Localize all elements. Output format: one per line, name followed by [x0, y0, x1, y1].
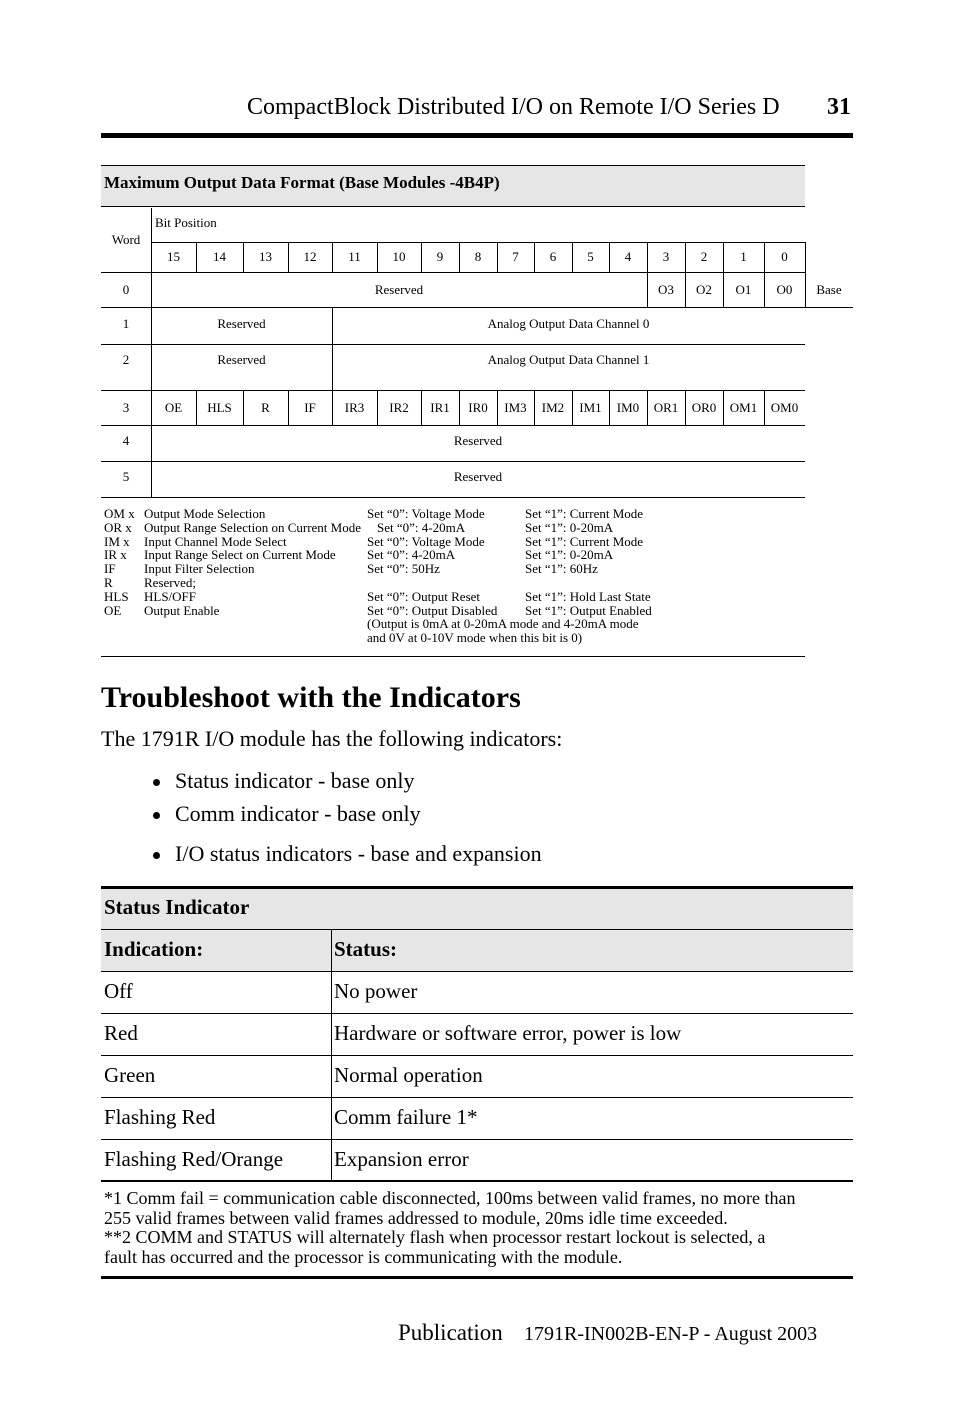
legend-set1: Set “1”: 0-20mA	[525, 547, 614, 563]
rule	[101, 1055, 853, 1056]
rule	[101, 1180, 853, 1182]
bit-cell: IR2	[389, 400, 409, 415]
legend-set1: Set “1”: Current Mode	[525, 506, 644, 521]
legend-code: IR x	[104, 547, 127, 563]
reserved-cell: Reserved	[374, 282, 424, 297]
rule	[101, 272, 805, 273]
bit-cell: O3	[658, 282, 674, 297]
rule	[101, 425, 805, 426]
footnote-line: 255 valid frames between valid frames addressed to module, 20ms idle time exceeded.	[104, 1207, 728, 1228]
legend-description: Output Enable	[144, 602, 220, 618]
word-number: 0	[122, 282, 130, 297]
bit-cell: OM0	[770, 400, 799, 415]
bullet-icon	[153, 852, 160, 859]
bit-cell: OR1	[653, 400, 679, 415]
rule	[805, 242, 806, 272]
bit-number: 9	[436, 249, 444, 264]
legend-description: Reserved;	[144, 574, 196, 590]
word-number: 3	[122, 400, 130, 415]
status-table-footnotes	[104, 1189, 854, 1267]
status-cell: No power	[334, 979, 418, 1003]
bit-number: 11	[348, 249, 361, 264]
bit-number: 12	[303, 249, 317, 264]
legend-set1: Set “1”: 60Hz	[525, 561, 598, 577]
legend-set1: Set “1”: Output Enabled	[525, 602, 652, 618]
bullet-text: Status indicator - base only	[175, 768, 415, 793]
bit-cell: IM3	[504, 400, 527, 415]
bit-cell: O2	[696, 282, 712, 297]
rule	[101, 307, 853, 308]
rule	[101, 344, 805, 345]
bit-cell: IF	[304, 400, 316, 415]
bit-number: 5	[587, 249, 594, 264]
bit-cell: OE	[164, 400, 183, 415]
legend-set0: Set “0”: Voltage Mode	[367, 506, 485, 521]
running-header-title: CompactBlock Distributed I/O on Remote I/O Series D	[247, 94, 780, 120]
footer-label: Publication	[398, 1320, 503, 1345]
bit-number: 3	[662, 249, 670, 264]
publication-number: 1791R-IN002B-EN-P - August 2003	[524, 1323, 818, 1345]
bit-number: 2	[700, 249, 708, 264]
format-table-title: Maximum Output Data Format (Base Modules -4B4P)	[104, 173, 500, 192]
status-table-title: Status Indicator	[104, 895, 250, 919]
legend-set0: Set “0”: Voltage Mode	[367, 533, 485, 549]
status-cell: Expansion error	[334, 1147, 469, 1171]
bullet-text: I/O status indicators - base and expansion	[175, 841, 542, 866]
word-number: 1	[122, 316, 130, 331]
rule	[101, 497, 805, 498]
word-number: 2	[122, 352, 130, 367]
bit-number: 13	[259, 249, 272, 264]
reserved-cell: Reserved	[217, 352, 266, 367]
bit-number: 1	[740, 249, 747, 264]
bit-number: 6	[549, 249, 557, 264]
rule	[101, 1013, 853, 1014]
reserved-cell: Reserved	[453, 469, 503, 484]
bit-number: 0	[781, 249, 788, 264]
legend-code: IM x	[104, 533, 130, 549]
bit-cell: HLS	[207, 400, 232, 415]
bit-position-header: Bit Position	[155, 215, 217, 230]
bullet-icon	[153, 779, 160, 786]
rule	[101, 1097, 853, 1098]
rule	[101, 1276, 853, 1279]
indication-cell: Flashing Red	[104, 1105, 216, 1129]
footnote-line: fault has occurred and the processor is communicating with the module.	[104, 1246, 623, 1267]
base-label: Base	[816, 282, 842, 297]
bit-cell: O0	[776, 282, 793, 297]
page-number: 31	[827, 94, 851, 120]
legend-code: OR x	[104, 519, 132, 535]
header-rule	[101, 133, 853, 138]
bit-number: 4	[624, 249, 632, 264]
bit-cell: IM2	[541, 400, 565, 415]
bit-cell: IR3	[344, 400, 365, 415]
rule	[101, 390, 805, 391]
word-number: 5	[122, 469, 130, 484]
rule	[101, 656, 805, 657]
bit-number: 10	[392, 249, 406, 264]
rule	[101, 1139, 853, 1140]
footnote-line: **2 COMM and STATUS will alternately flash when processor restart lockout is selected, a	[104, 1227, 766, 1247]
bit-cell: OM1	[729, 400, 758, 415]
legend-code: OE	[104, 602, 122, 618]
bit-cell: IM1	[579, 400, 602, 415]
status-cell: Normal operation	[334, 1063, 483, 1087]
bullet-text: Comm indicator - base only	[175, 801, 421, 826]
status-column-header: Status:	[334, 937, 398, 961]
rule	[101, 886, 853, 889]
rule	[331, 930, 332, 1181]
intro-text: The 1791R I/O module has the following indicators:	[101, 726, 563, 751]
legend-set1: Set “1”: Current Mode	[525, 533, 644, 549]
word-column-header: Word	[111, 232, 141, 247]
word-number: 4	[122, 433, 130, 448]
indication-column-header: Indication:	[104, 937, 204, 961]
legend-description: Output Range Selection on Current Mode	[144, 519, 361, 535]
bit-cell: R	[261, 400, 270, 415]
indication-cell: Green	[104, 1063, 156, 1087]
legend-description: Input Channel Mode Select	[144, 533, 287, 549]
legend-set0: Set “0”: 4-20mA	[377, 519, 466, 535]
rule	[101, 929, 853, 930]
analog-output-cell: Analog Output Data Channel 0	[487, 316, 650, 331]
bit-number: 8	[474, 249, 482, 264]
legend-description: HLS/OFF	[144, 588, 197, 604]
analog-output-cell: Analog Output Data Channel 1	[487, 352, 650, 367]
bit-cell: IR0	[468, 400, 488, 415]
rule	[101, 971, 853, 972]
legend-code: IF	[104, 561, 116, 577]
legend-description: Output Mode Selection	[144, 506, 266, 521]
indication-cell: Off	[104, 979, 133, 1003]
legend-description: Input Filter Selection	[144, 561, 255, 577]
legend-code: OM x	[104, 506, 135, 521]
legend-note-line: (Output is 0mA at 0-20mA mode and 4-20mA mode	[367, 616, 639, 632]
bit-cell: IR1	[430, 400, 450, 415]
indication-cell: Flashing Red/Orange	[104, 1147, 284, 1171]
bit-number: 7	[512, 249, 519, 264]
bit-number: 14	[213, 249, 226, 264]
legend-description: Input Range Select on Current Mode	[144, 547, 336, 563]
legend-set0: Set “0”: Output Disabled	[367, 602, 498, 618]
legend-set0: Set “0”: Output Reset	[367, 588, 481, 604]
legend-set1: Set “1”: 0-20mA	[525, 519, 614, 535]
status-cell: Comm failure 1*	[334, 1105, 478, 1129]
section-title: Troubleshoot with the Indicators	[101, 681, 521, 714]
reserved-cell: Reserved	[453, 433, 503, 448]
bullet-icon	[153, 812, 160, 819]
bit-cell: O1	[735, 282, 752, 297]
status-table-header-bar	[101, 930, 853, 971]
legend-code: HLS	[104, 588, 129, 604]
reserved-cell: Reserved	[217, 316, 266, 331]
bit-cell: IM0	[616, 400, 640, 415]
rule	[151, 242, 805, 243]
legend-note-line: and 0V at 0-10V mode when this bit is 0)	[367, 630, 583, 646]
legend-set1: Set “1”: Hold Last State	[525, 588, 651, 604]
bit-cell: OR0	[691, 400, 717, 415]
legend-set0: Set “0”: 50Hz	[367, 561, 440, 577]
status-cell: Hardware or software error, power is low	[334, 1021, 682, 1045]
rule	[101, 461, 805, 462]
legend-code: R	[104, 574, 113, 590]
bit-number: 15	[167, 249, 180, 264]
indication-cell: Red	[104, 1021, 138, 1045]
footnote-line: *1 Comm fail = communication cable disconnected, 100ms between valid frames, no more than	[104, 1188, 796, 1208]
legend-set0: Set “0”: 4-20mA	[367, 547, 456, 563]
